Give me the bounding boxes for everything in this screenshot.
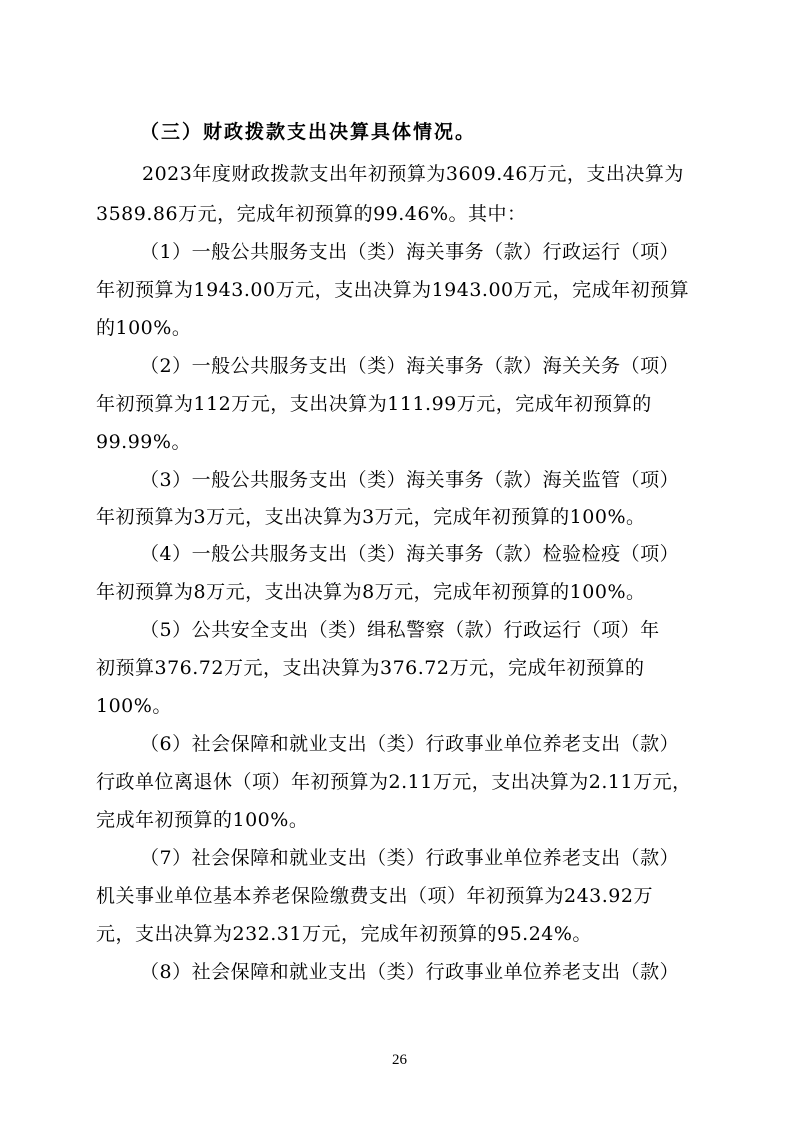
paragraph-line: 元，支出决算为232.31万元，完成年初预算的95.24%。: [96, 923, 592, 945]
paragraph-line: （1）一般公共服务支出（类）海关事务（款）行政运行（项）: [140, 241, 680, 263]
paragraph-line: 100%。: [96, 695, 172, 717]
paragraph-line: （7）社会保障和就业支出（类）行政事业单位养老支出（款）: [140, 847, 680, 869]
paragraph-line: （2）一般公共服务支出（类）海关事务（款）海关关务（项）: [140, 355, 680, 377]
paragraph-line: 3589.86万元，完成年初预算的99.46%。其中：: [96, 203, 527, 225]
paragraph-line: （4）一般公共服务支出（类）海关事务（款）检验检疫（项）: [140, 543, 680, 565]
paragraph-line: （3）一般公共服务支出（类）海关事务（款）海关监管（项）: [140, 469, 680, 491]
paragraph-line: 年初预算为1943.00万元，支出决算为1943.00万元，完成年初预算: [96, 279, 690, 301]
paragraph-line: 2023年度财政拨款支出年初预算为3609.46万元，支出决算为: [142, 163, 684, 185]
paragraph-line: （5）公共安全支出（类）缉私警察（款）行政运行（项）年: [140, 619, 660, 641]
page-number: 26: [392, 1052, 407, 1068]
paragraph-line: 行政单位离退休（项）年初预算为2.11万元，支出决算为2.11万元，: [96, 771, 692, 793]
paragraph-line: 99.99%。: [96, 431, 191, 453]
paragraph-line: 年初预算为3万元，支出决算为3万元，完成年初预算的100%。: [96, 506, 646, 528]
paragraph-line: 年初预算为8万元，支出决算为8万元，完成年初预算的100%。: [96, 581, 646, 603]
paragraph-line: 完成年初预算的100%。: [96, 809, 309, 831]
paragraph-line: 初预算376.72万元，支出决算为376.72万元，完成年初预算的: [96, 657, 645, 679]
paragraph-line: 的100%。: [96, 317, 192, 339]
paragraph-line: 机关事业单位基本养老保险缴费支出（项）年初预算为243.92万: [96, 885, 653, 907]
paragraph-line: （6）社会保障和就业支出（类）行政事业单位养老支出（款）: [140, 733, 680, 755]
paragraph-line: （8）社会保障和就业支出（类）行政事业单位养老支出（款）: [140, 961, 680, 983]
section-heading: （三）财政拨款支出决算具体情况。: [140, 121, 477, 143]
paragraph-line: 年初预算为112万元，支出决算为111.99万元，完成年初预算的: [96, 393, 652, 415]
